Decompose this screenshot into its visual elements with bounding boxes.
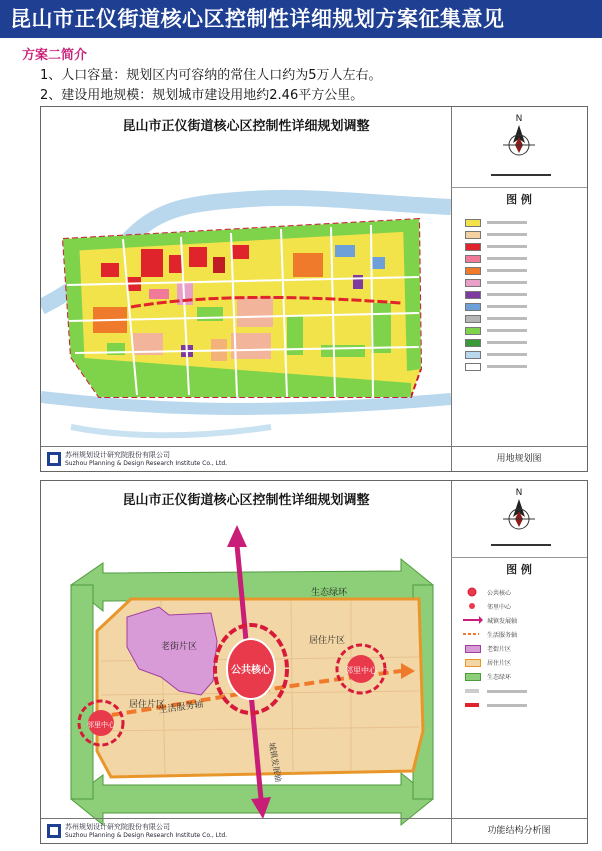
north-arrow-icon: [451, 481, 587, 557]
service-axis-label: 生活服务轴: [158, 699, 204, 716]
north-label-2: N: [515, 488, 523, 498]
land-use-panel: [40, 106, 588, 472]
firm-name-cn-2: 苏州规划设计研究院股份有限公司: [65, 823, 170, 831]
public-core-label: 公共核心: [231, 665, 271, 676]
land-use-footer: [41, 446, 451, 471]
land-use-panel-title: 昆山市正仪街道核心区控制性详细规划调整: [122, 119, 370, 134]
legend-neighborhood-center: 邻里中心: [487, 604, 512, 611]
legend-old-town: 老街片区: [487, 646, 512, 653]
structure-map: [41, 481, 452, 843]
structure-caption: 功能结构分析图: [451, 818, 587, 843]
land-use-map: [41, 107, 452, 471]
structure-panel-title: 昆山市正仪街道核心区控制性详细规划调整: [122, 493, 370, 508]
neighbor-legend-icon: [461, 601, 483, 611]
firm-logo-icon: [47, 452, 61, 466]
residential-west-label: 居住片区: [129, 700, 166, 710]
structure-legend-heading: 图 例: [506, 563, 532, 576]
land-use-legend: [451, 107, 587, 471]
structure-map-graphic: [41, 481, 451, 843]
dev-axis-legend-icon: [461, 615, 483, 625]
planning-area: [63, 219, 421, 397]
land-use-map-graphic: [41, 107, 451, 471]
intro-line-land-area: 2、建设用地规模：规划城市建设用地约2.46平方公里。: [40, 88, 364, 103]
old-town-label: 老街片区: [161, 642, 198, 652]
residential-east-label: 居住片区: [309, 636, 346, 646]
legend-service-axis: 生活服务轴: [487, 632, 518, 639]
service-axis-legend-icon: [461, 629, 483, 639]
neighborhood-center-west-label: 邻里中心: [87, 721, 115, 729]
legend-development-axis: 城镇发展轴: [487, 618, 518, 625]
legend-eco-ring: 生态绿环: [487, 674, 512, 681]
legend-public-core: 公共核心: [487, 590, 512, 597]
structure-panel: [40, 480, 588, 844]
development-axis-label: 城镇发展轴: [267, 741, 283, 783]
firm-logo-icon: [47, 824, 61, 838]
structure-legend: [451, 481, 587, 843]
legend-residential: 居住片区: [487, 660, 512, 667]
eco-ring-label: 生态绿环: [311, 588, 348, 598]
land-use-caption: 用地规划图: [451, 446, 587, 471]
structure-footer: [41, 818, 451, 843]
firm-name-en-2: Suzhou Planning & Design Research Institute Co., Ltd.: [65, 832, 228, 839]
neighborhood-center-east-label: 邻里中心: [345, 666, 377, 675]
intro-line-population: 1、人口容量：规划区内可容纳的常住人口约为5万人左右。: [40, 68, 382, 83]
intro-heading: 方案二简介: [22, 48, 88, 63]
north-label: N: [515, 114, 523, 124]
core-legend-icon: [461, 587, 483, 597]
land-use-legend-heading: 图 例: [506, 193, 532, 206]
page-title: 昆山市正仪街道核心区控制性详细规划方案征集意见: [0, 0, 602, 38]
firm-name-en: Suzhou Planning & Design Research Institute Co., Ltd.: [65, 460, 228, 467]
firm-name-cn: 苏州规划设计研究院股份有限公司: [65, 451, 170, 459]
north-arrow-icon: [451, 107, 587, 187]
